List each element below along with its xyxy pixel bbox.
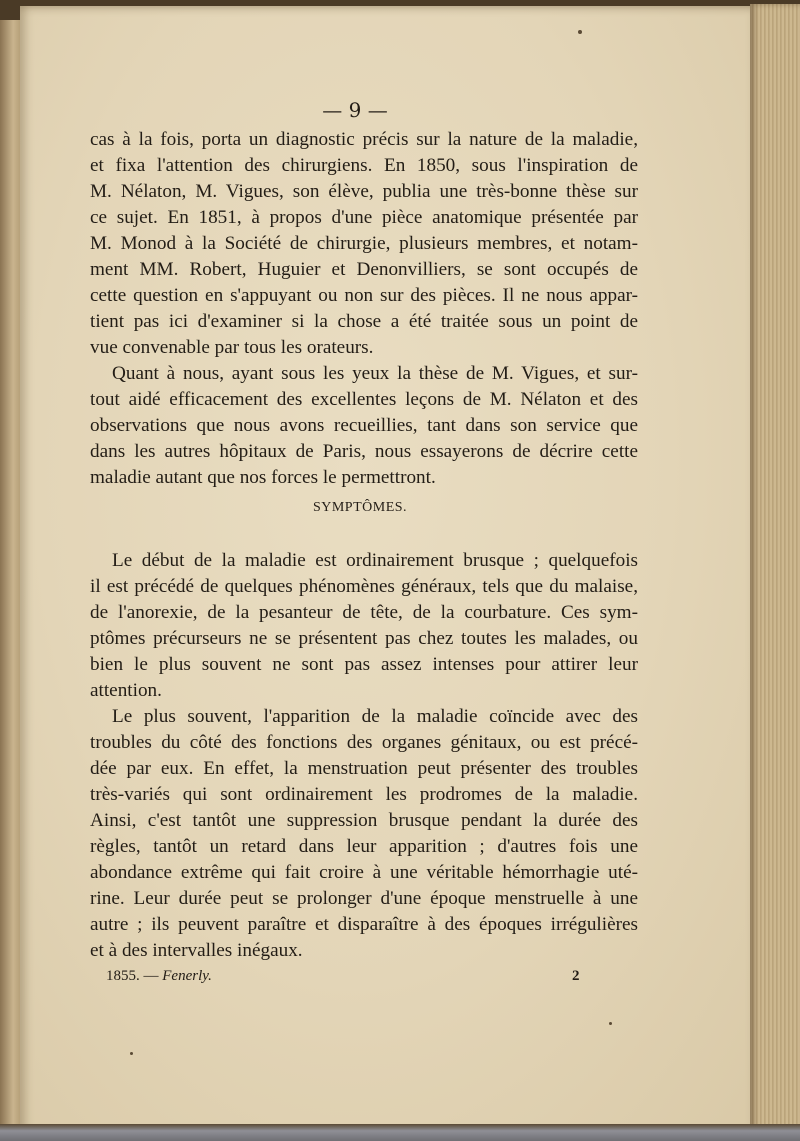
text-line: cas à la fois, porta un diagnostic précis sur la nature de la maladie, bbox=[90, 129, 638, 150]
footer-year: 1855. — bbox=[106, 968, 159, 984]
paper-speck bbox=[130, 1052, 133, 1055]
scan-bottom-edge bbox=[0, 1124, 800, 1141]
text-line: abondance extrême qui fait croire à une véritable hémorrhagie uté- bbox=[90, 862, 638, 883]
text-line: ce sujet. En 1851, à propos d'une pièce anatomique présentée par bbox=[90, 207, 638, 228]
text-line: tout aidé efficacement des excellentes leçons de M. Nélaton et des bbox=[90, 389, 638, 410]
text-line: très-variés qui sont ordinairement les prodromes de la maladie. bbox=[90, 784, 638, 805]
footer-imprint bbox=[106, 968, 212, 985]
text-line: de l'anorexie, de la pesanteur de tête, de la courbature. Ces sym- bbox=[90, 602, 638, 623]
left-page-edge bbox=[0, 20, 22, 1130]
text-line: Le début de la maladie est ordinairement brusque ; quelquefois bbox=[112, 550, 638, 571]
text-line: observations que nous avons recueillies, tant dans son service que bbox=[90, 415, 638, 436]
text-line: vue convenable par tous les orateurs. bbox=[90, 337, 374, 358]
text-line: ptômes précurseurs ne se présentent pas chez toutes les malades, ou bbox=[90, 628, 638, 649]
text-line: rine. Leur durée peut se prolonger d'une époque menstruelle à une bbox=[90, 888, 638, 909]
text-line: attention. bbox=[90, 680, 162, 701]
paper-speck bbox=[578, 30, 582, 34]
page-stack-edge bbox=[750, 4, 800, 1134]
text-line: il est précédé de quelques phénomènes généraux, tels que du malaise, bbox=[90, 576, 638, 597]
text-line: Quant à nous, ayant sous les yeux la thèse de M. Vigues, et sur- bbox=[112, 363, 638, 384]
footer-author: Fenerly. bbox=[162, 968, 212, 984]
paper-speck bbox=[609, 1022, 612, 1025]
text-line: maladie autant que nos forces le permettront. bbox=[90, 467, 436, 488]
page-number: — 9 — bbox=[322, 98, 388, 122]
text-line: dée par eux. En effet, la menstruation peut présenter des troubles bbox=[90, 758, 638, 779]
text-line: autre ; ils peuvent paraître et disparaître à des époques irrégulières bbox=[90, 914, 638, 935]
text-line: M. Monod à la Société de chirurgie, plusieurs membres, et notam- bbox=[90, 233, 638, 254]
text-line: M. Nélaton, M. Vigues, son élève, publia une très-bonne thèse sur bbox=[90, 181, 638, 202]
text-line: bien le plus souvent ne sont pas assez intenses pour attirer leur bbox=[90, 654, 638, 675]
text-line: ment MM. Robert, Huguier et Denonvilliers, se sont occupés de bbox=[90, 259, 638, 280]
signature-mark: 2 bbox=[572, 968, 580, 984]
text-line: tient pas ici d'examiner si la chose a été traitée sous un point de bbox=[90, 311, 638, 332]
text-line: cette question en s'appuyant ou non sur des pièces. Il ne nous appar- bbox=[90, 285, 638, 306]
section-heading: SYMPTÔMES. bbox=[312, 500, 408, 515]
text-line: règles, tantôt un retard dans leur apparition ; d'autres fois une bbox=[90, 836, 638, 857]
text-line: dans les autres hôpitaux de Paris, nous essayerons de décrire cette bbox=[90, 441, 638, 462]
text-line: Ainsi, c'est tantôt une suppression brusque pendant la durée des bbox=[90, 810, 638, 831]
text-line: et fixa l'attention des chirurgiens. En 1850, sous l'inspiration de bbox=[90, 155, 638, 176]
text-line: Le plus souvent, l'apparition de la maladie coïncide avec des bbox=[112, 706, 638, 727]
text-line: et à des intervalles inégaux. bbox=[90, 940, 303, 961]
text-line: troubles du côté des fonctions des organes génitaux, ou est précé- bbox=[90, 732, 638, 753]
